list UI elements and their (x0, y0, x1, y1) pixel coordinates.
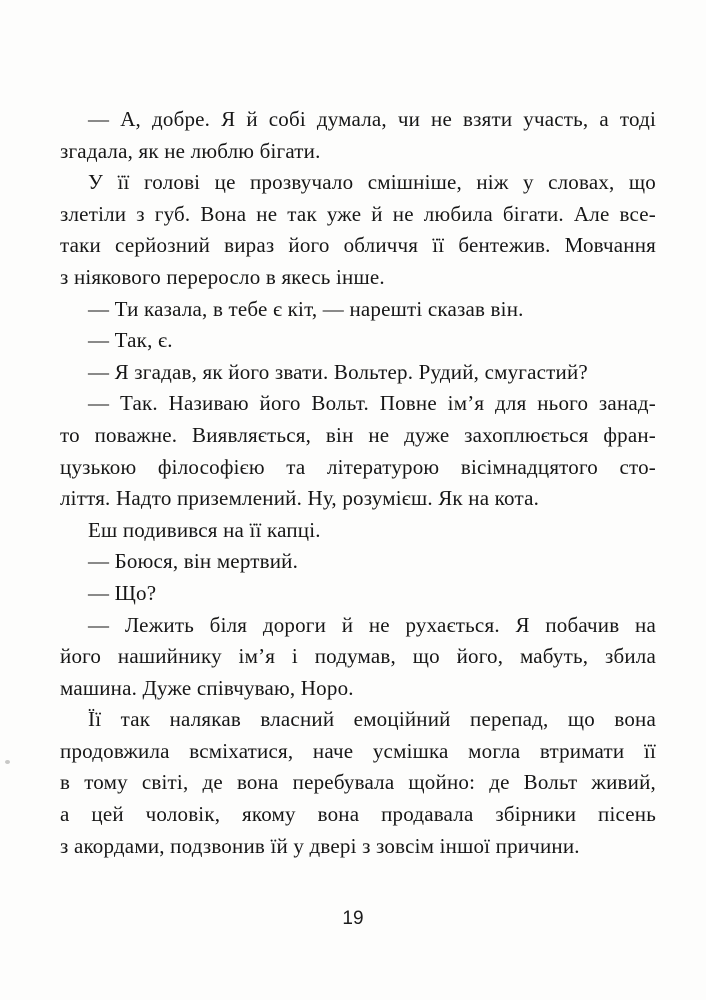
paragraph (60, 704, 656, 862)
scan-speck (5, 760, 10, 764)
text-line: машина. Дуже співчуваю, Норо. (60, 675, 354, 700)
text-block (60, 104, 656, 862)
text-line: ліття. Надто приземлений. Ну, розумієш. Як на кота. (60, 486, 540, 511)
text-line: його нашийнику ім’я і подумав, що його, мабуть, збила (60, 644, 656, 669)
paragraph (60, 294, 656, 326)
paragraph (60, 546, 656, 578)
text-line: — Так. Називаю його Вольт. Повне ім’я для нього занад- (88, 391, 656, 416)
text-line: У її голові це прозвучало смішніше, ніж у словах, що (88, 170, 656, 195)
paragraph (60, 610, 656, 705)
paragraph (60, 388, 656, 514)
paragraph (60, 104, 656, 167)
text-line: — Я згадав, як його звати. Вольтер. Рудий, смугастий? (88, 359, 588, 384)
text-line: — Так, є. (88, 328, 173, 353)
text-line: — Ти казала, в тебе є кіт, — нарешті сказав він. (88, 296, 524, 321)
text-line: з ніякового переросло в якесь інше. (60, 264, 385, 289)
paragraph (60, 578, 656, 610)
text-line: згадала, як не люблю бігати. (60, 138, 321, 163)
text-line: — Що? (88, 580, 157, 605)
paragraph (60, 325, 656, 357)
paragraph (60, 357, 656, 389)
text-line: з акордами, подзвонив їй у двері з зовсім іншої причини. (60, 833, 580, 858)
text-line: — Лежить біля дороги й не рухається. Я побачив на (88, 612, 656, 637)
text-line: а цей чоловік, якому вона продавала збірники пісень (60, 802, 656, 827)
text-line: — А, добре. Я й собі думала, чи не взяти участь, а тоді (88, 107, 656, 131)
text-line: злетіли з губ. Вона не так уже й не любила бігати. Але все- (60, 201, 656, 226)
text-line: цузькою філософією та літературою вісімнадцятого сто- (60, 454, 656, 479)
paragraph (60, 515, 656, 547)
text-line: Еш подивився на її капці. (88, 517, 321, 542)
text-line: продовжила всміхатися, наче усмішка могла втримати її (60, 738, 656, 763)
text-line: то поважне. Виявляється, він не дуже захоплюється фран- (60, 422, 656, 447)
text-line: Її так налякав власний емоційний перепад, що вона (88, 707, 656, 732)
text-line: — Боюся, він мертвий. (88, 549, 299, 574)
page-number: 19 (342, 908, 364, 929)
text-line: в тому світі, де вона перебувала щойно: де Вольт живий, (60, 770, 656, 795)
paragraph (60, 167, 656, 293)
text-line: таки серйозний вираз його обличчя її бентежив. Мовчання (60, 233, 656, 258)
